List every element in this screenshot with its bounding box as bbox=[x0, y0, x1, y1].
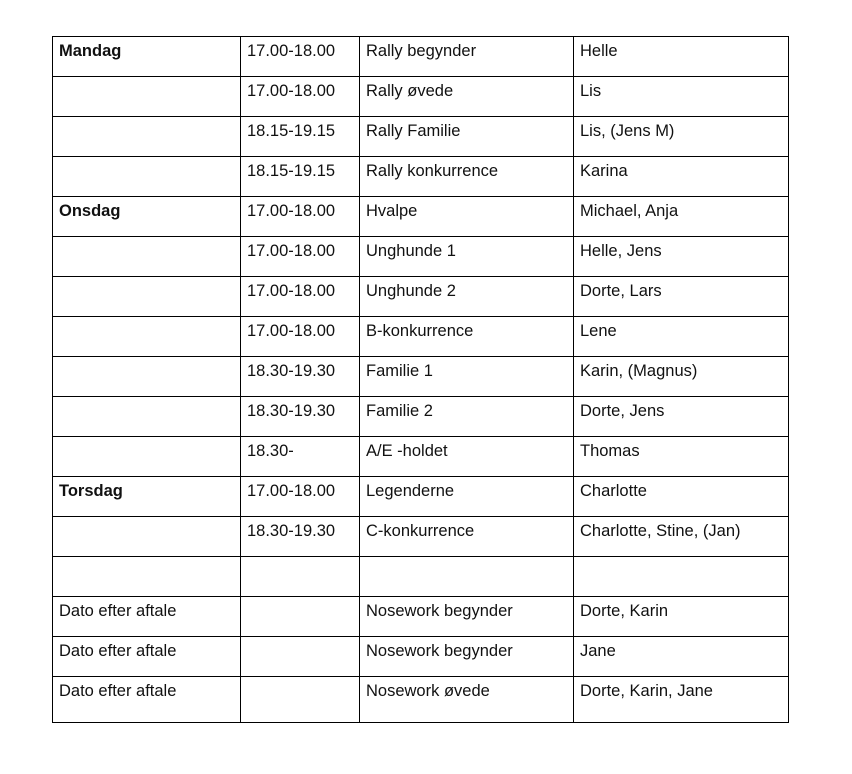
day-cell: Torsdag bbox=[53, 477, 241, 517]
time-cell: 18.15-19.15 bbox=[241, 117, 360, 157]
activity-cell bbox=[360, 557, 574, 597]
table-row bbox=[53, 677, 789, 723]
table-row bbox=[53, 237, 789, 277]
time-cell: 18.30-19.30 bbox=[241, 357, 360, 397]
day-cell: Mandag bbox=[53, 37, 241, 77]
activity-cell: Rally konkurrence bbox=[360, 157, 574, 197]
activity-cell: Unghunde 2 bbox=[360, 277, 574, 317]
table-row bbox=[53, 157, 789, 197]
instructor-cell: Dorte, Karin, Jane bbox=[574, 677, 789, 723]
instructor-cell: Karina bbox=[574, 157, 789, 197]
table-row bbox=[53, 437, 789, 477]
day-cell: Dato efter aftale bbox=[53, 637, 241, 677]
time-cell: 18.30- bbox=[241, 437, 360, 477]
day-cell bbox=[53, 237, 241, 277]
activity-cell: Familie 2 bbox=[360, 397, 574, 437]
day-cell bbox=[53, 437, 241, 477]
table-row bbox=[53, 37, 789, 77]
time-cell: 17.00-18.00 bbox=[241, 277, 360, 317]
day-cell bbox=[53, 117, 241, 157]
instructor-cell bbox=[574, 557, 789, 597]
instructor-cell: Lis, (Jens M) bbox=[574, 117, 789, 157]
instructor-cell: Jane bbox=[574, 637, 789, 677]
activity-cell: Familie 1 bbox=[360, 357, 574, 397]
time-cell: 17.00-18.00 bbox=[241, 477, 360, 517]
day-cell: Onsdag bbox=[53, 197, 241, 237]
time-cell bbox=[241, 597, 360, 637]
day-cell bbox=[53, 557, 241, 597]
day-cell bbox=[53, 517, 241, 557]
table-row bbox=[53, 557, 789, 597]
day-cell bbox=[53, 277, 241, 317]
activity-cell: A/E -holdet bbox=[360, 437, 574, 477]
activity-cell: Rally Familie bbox=[360, 117, 574, 157]
time-cell: 18.30-19.30 bbox=[241, 517, 360, 557]
table-row bbox=[53, 637, 789, 677]
time-cell: 18.15-19.15 bbox=[241, 157, 360, 197]
time-cell bbox=[241, 637, 360, 677]
day-cell: Dato efter aftale bbox=[53, 597, 241, 637]
time-cell: 17.00-18.00 bbox=[241, 197, 360, 237]
activity-cell: Rally begynder bbox=[360, 37, 574, 77]
table-row bbox=[53, 517, 789, 557]
table-row bbox=[53, 477, 789, 517]
instructor-cell: Dorte, Lars bbox=[574, 277, 789, 317]
table-row bbox=[53, 597, 789, 637]
instructor-cell: Helle bbox=[574, 37, 789, 77]
schedule-table bbox=[52, 36, 789, 723]
day-cell bbox=[53, 397, 241, 437]
instructor-cell: Charlotte, Stine, (Jan) bbox=[574, 517, 789, 557]
time-cell bbox=[241, 557, 360, 597]
day-cell bbox=[53, 317, 241, 357]
time-cell bbox=[241, 677, 360, 723]
activity-cell: C-konkurrence bbox=[360, 517, 574, 557]
time-cell: 18.30-19.30 bbox=[241, 397, 360, 437]
activity-cell: Nosework øvede bbox=[360, 677, 574, 723]
schedule-table-body bbox=[53, 37, 789, 723]
time-cell: 17.00-18.00 bbox=[241, 237, 360, 277]
activity-cell: Rally øvede bbox=[360, 77, 574, 117]
activity-cell: Legenderne bbox=[360, 477, 574, 517]
activity-cell: Nosework begynder bbox=[360, 597, 574, 637]
table-row bbox=[53, 317, 789, 357]
table-row bbox=[53, 357, 789, 397]
instructor-cell: Michael, Anja bbox=[574, 197, 789, 237]
instructor-cell: Lene bbox=[574, 317, 789, 357]
table-row bbox=[53, 277, 789, 317]
day-cell bbox=[53, 77, 241, 117]
day-cell: Dato efter aftale bbox=[53, 677, 241, 723]
activity-cell: B-konkurrence bbox=[360, 317, 574, 357]
instructor-cell: Dorte, Karin bbox=[574, 597, 789, 637]
instructor-cell: Charlotte bbox=[574, 477, 789, 517]
activity-cell: Hvalpe bbox=[360, 197, 574, 237]
time-cell: 17.00-18.00 bbox=[241, 37, 360, 77]
table-row bbox=[53, 77, 789, 117]
instructor-cell: Lis bbox=[574, 77, 789, 117]
instructor-cell: Karin, (Magnus) bbox=[574, 357, 789, 397]
table-row bbox=[53, 197, 789, 237]
instructor-cell: Helle, Jens bbox=[574, 237, 789, 277]
activity-cell: Nosework begynder bbox=[360, 637, 574, 677]
table-row bbox=[53, 117, 789, 157]
time-cell: 17.00-18.00 bbox=[241, 317, 360, 357]
instructor-cell: Dorte, Jens bbox=[574, 397, 789, 437]
activity-cell: Unghunde 1 bbox=[360, 237, 574, 277]
day-cell bbox=[53, 157, 241, 197]
time-cell: 17.00-18.00 bbox=[241, 77, 360, 117]
day-cell bbox=[53, 357, 241, 397]
instructor-cell: Thomas bbox=[574, 437, 789, 477]
table-row bbox=[53, 397, 789, 437]
